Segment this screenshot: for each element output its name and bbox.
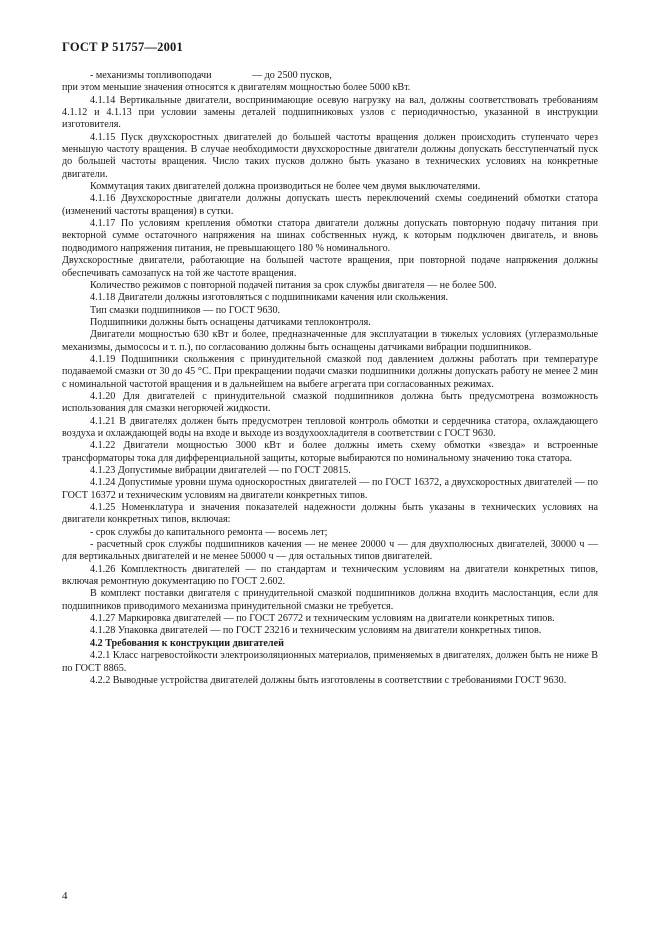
paragraph: - срок службы до капитального ремонта — восемь лет;	[90, 526, 328, 538]
paragraph: 4.1.26 Комплектность двигателей — по стандартам и техническим условиям на двигатели конкретных типов, включая ремонтную документацию по ГОСТ 2.602.	[62, 563, 598, 588]
paragraph: Двигатели мощностью 630 кВт и более, предназначенные для эксплуатации в тяжелых условиях (углеразмольные механизмы, дымососы и т. п.), по согласованию должны быть оснащены датчиками вибрации подшипников.	[62, 329, 598, 353]
paragraph: 4.1.27 Маркировка двигателей — по ГОСТ 26772 и техническим условиям на двигатели конкретных типов.	[90, 613, 555, 625]
paragraph: Двухскоростные двигатели, работающие на большей частоте вращения, при повторной подаче напряжения должны обеспечивать самозапуск на той же частоте вращения.	[62, 255, 598, 279]
paragraph: при этом меньшие значения относятся к двигателям мощностью более 5000 кВт.	[62, 82, 411, 94]
paragraph: 4.1.20 Для двигателей с принудительной смазкой подшипников должна быть предусмотрена возможность использования для смазки негорючей жидкости.	[62, 390, 598, 415]
paragraph: 4.1.23 Допустимые вибрации двигателей — по ГОСТ 20815.	[90, 465, 351, 476]
paragraph: 4.1.14 Вертикальные двигатели, воспринимающие осевую нагрузку на вал, должны соответствовать требованиям 4.1.12 и 4.1.13 при условии замены деталей подшипниковых узлов с периодичностью, указанной в инструкции изготовителя.	[62, 94, 598, 131]
paragraph: Подшипники должны быть оснащены датчиками теплоконтроля.	[90, 316, 371, 328]
section-heading: 4.2 Требования к конструкции двигателей	[90, 637, 284, 649]
paragraph: 4.1.25 Номенклатура и значения показателей надежности должны быть указаны в технических условиях на двигатели конкретных типов, включая:	[62, 502, 598, 526]
paragraph: 4.2.1 Класс нагревостойкости электроизоляционных материалов, применяемых в двигателях, должен быть не ниже В по ГОСТ 8865.	[62, 650, 598, 674]
paragraph: 4.1.18 Двигатели должны изготовляться с подшипниками качения или скольжения.	[90, 292, 449, 304]
paragraph: 4.1.17 По условиям крепления обмотки статора двигатели должны допускать повторную подачу питания при векторной сумме остаточного напряжения на шинах собственных нужд, к которым подключен двигатель, и вновь подводимого напряжения питания, не превышающего 180 % номинального.	[62, 218, 598, 254]
paragraph: - механизмы топливоподачи — до 2500 пусков,	[90, 70, 332, 81]
page-number: 4	[62, 890, 68, 902]
paragraph: Количество режимов с повторной подачей питания за срок службы двигателя — не более 500.	[90, 279, 497, 291]
paragraph: 4.1.28 Упаковка двигателей — по ГОСТ 23216 и техническим условиям на двигатели конкретных типов.	[90, 625, 542, 637]
paragraph: 4.2.2 Выводные устройства двигателей должны быть изготовлены в соответствии с требованиями ГОСТ 9630.	[90, 674, 567, 686]
paragraph: 4.1.24 Допустимые уровни шума односкоростных двигателей — по ГОСТ 16372, а двухскоростных двигателей — по ГОСТ 16372 и техническим условиям на двигатели конкретных типов.	[62, 477, 598, 501]
paragraph: 4.1.16 Двухскоростные двигатели должны допускать шесть переключений схемы соединений обмотки статора (изменений частоты вращения) в сутки.	[62, 193, 598, 217]
paragraph: Тип смазки подшипников — по ГОСТ 9630.	[90, 304, 281, 316]
paragraph: В комплект поставки двигателя с принудительной смазкой подшипников должна входить маслостанция, если для подшипников приводимого механизма принудительной смазки не требуется.	[62, 588, 598, 612]
paragraph: 4.1.15 Пуск двухскоростных двигателей до большей частоты вращения должен происходить ступенчато через меньшую частоту вращения. В случае необходимости двухскоростные двигатели должны допускать бесступенчатый пуск до большей частоты вращения. Число таких пусков должно быть указано в технических условиях на конкретные двигатели.	[62, 131, 598, 180]
paragraph: Коммутация таких двигателей должна производиться не более чем двумя выключателями.	[90, 181, 481, 193]
paragraph: - расчетный срок службы подшипников качения — не менее 20000 ч — для двухполюсных двигателей, 30000 ч — для вертикальных двигателей и не менее 50000 ч — для остальных типов двигателей.	[62, 539, 598, 563]
document-body	[62, 70, 598, 687]
paragraph: 4.1.19 Подшипники скольжения с принудительной смазкой под давлением должны работать при температуре подаваемой смазки от 30 до 45 °С. При прекращении подачи смазки подшипники должны допускать работу не менее 2 мин с номинальной частотой вращения и в дальнейшем на выбеге агрегата при согласованных режимах.	[62, 353, 598, 390]
paragraph: 4.1.22 Двигатели мощностью 3000 кВт и более должны иметь схему обмотки «звезда» и встроенные трансформаторы тока для дифференциальной защиты, которые выбираются по номинальному значению тока статора.	[62, 440, 598, 464]
paragraph: 4.1.21 В двигателях должен быть предусмотрен тепловой контроль обмотки и сердечника статора, охлаждающего воздуха и охлаждающей воды на входе и выходе из воздухоохладителя в соответствии с ГОСТ 9630.	[62, 415, 598, 439]
page-header: ГОСТ Р 51757—2001	[62, 40, 183, 54]
